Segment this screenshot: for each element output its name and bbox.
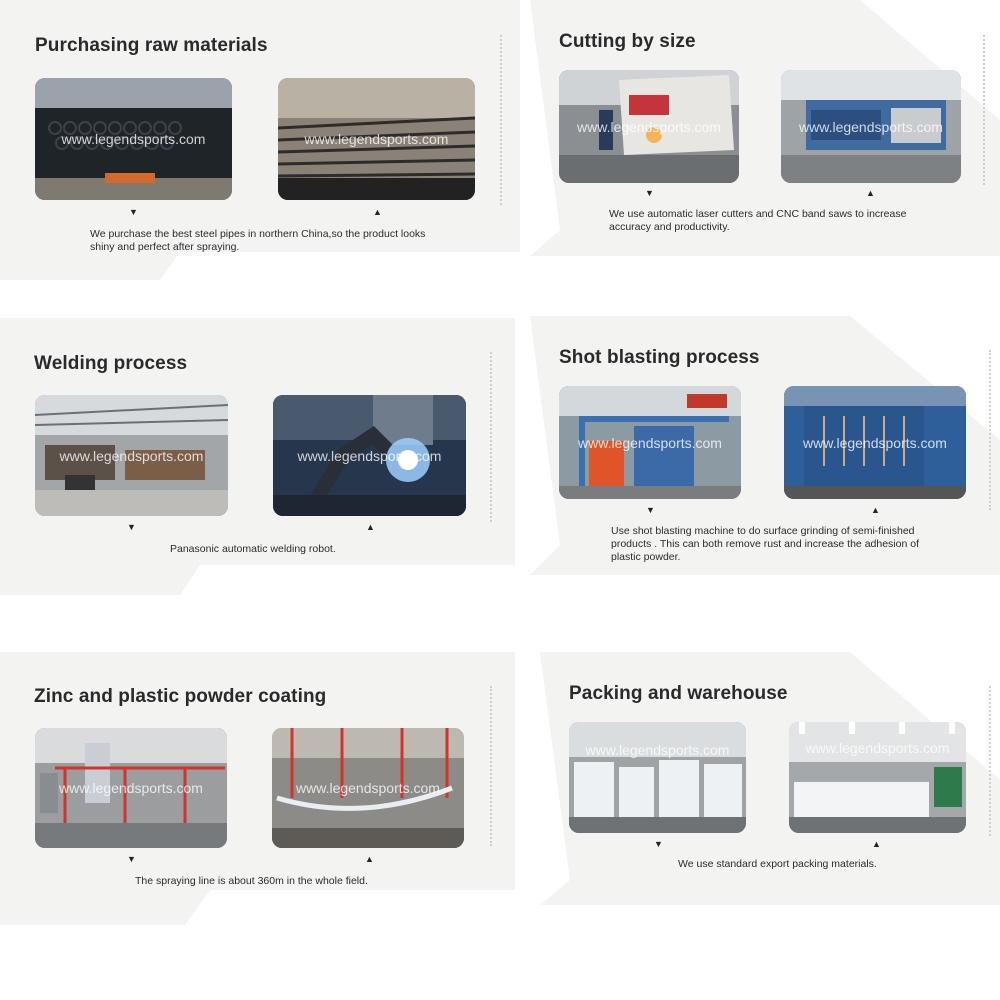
photo-welding-robot — [273, 395, 466, 516]
vertical-divider — [989, 350, 993, 510]
watermark: www.legendsports.com — [803, 434, 947, 451]
up-arrow: ▲ — [866, 188, 875, 198]
vertical-divider — [490, 352, 494, 522]
section-description: The spraying line is about 360m in the whole field. — [135, 875, 368, 887]
photo-square-tubes — [278, 78, 475, 200]
vertical-divider — [989, 686, 993, 836]
watermark: www.legendsports.com — [59, 780, 203, 796]
section-description: We use automatic laser cutters and CNC band saws to increase accuracy and productivity. — [609, 208, 907, 233]
vertical-divider — [983, 35, 987, 185]
down-arrow: ▼ — [127, 854, 136, 864]
down-arrow: ▼ — [645, 188, 654, 198]
photo-laser-cutter — [559, 70, 739, 183]
section-title: Cutting by size — [559, 31, 696, 52]
watermark: www.legendsports.com — [577, 118, 721, 135]
photo-blasting-machine — [559, 386, 741, 499]
photo-packed-goods — [569, 722, 746, 833]
watermark: www.legendsports.com — [304, 131, 449, 147]
section-description: Panasonic automatic welding robot. — [170, 543, 336, 555]
up-arrow: ▲ — [872, 839, 881, 849]
section-description: Use shot blasting machine to do surface grinding of semi-finished products . This can both remove rust and increase the adhesion of plastic powder. — [611, 525, 919, 563]
down-arrow: ▼ — [129, 207, 138, 217]
vertical-divider — [490, 686, 494, 846]
section-title: Purchasing raw materials — [35, 35, 268, 56]
down-arrow: ▼ — [127, 522, 136, 532]
up-arrow: ▲ — [365, 854, 374, 864]
photo-warehouse — [789, 722, 966, 833]
photo-steel-pipes — [35, 78, 232, 200]
down-arrow: ▼ — [654, 839, 663, 849]
section-description: We purchase the best steel pipes in northern China,so the product looks shiny and perfect after spraying. — [90, 228, 426, 253]
watermark: www.legendsports.com — [578, 434, 722, 451]
watermark: www.legendsports.com — [297, 447, 442, 464]
photo-welding-workshop — [35, 395, 228, 516]
photo-blasting-chamber — [784, 386, 966, 499]
section-title: Shot blasting process — [559, 347, 760, 368]
photo-spraying-line — [35, 728, 227, 848]
section-title: Zinc and plastic powder coating — [34, 686, 327, 707]
photo-cnc-machine — [781, 70, 961, 183]
photo-coated-parts — [272, 728, 464, 848]
section-title: Packing and warehouse — [569, 683, 788, 704]
up-arrow: ▲ — [366, 522, 375, 532]
vertical-divider — [500, 35, 504, 205]
up-arrow: ▲ — [871, 505, 880, 515]
watermark: www.legendsports.com — [585, 742, 730, 758]
section-description: We use standard export packing materials. — [678, 858, 877, 870]
watermark: www.legendsports.com — [59, 447, 204, 464]
watermark: www.legendsports.com — [61, 131, 206, 147]
down-arrow: ▼ — [646, 505, 655, 515]
watermark: www.legendsports.com — [799, 118, 943, 135]
up-arrow: ▲ — [373, 207, 382, 217]
section-title: Welding process — [34, 353, 188, 374]
watermark: www.legendsports.com — [805, 740, 950, 756]
watermark: www.legendsports.com — [296, 780, 440, 796]
